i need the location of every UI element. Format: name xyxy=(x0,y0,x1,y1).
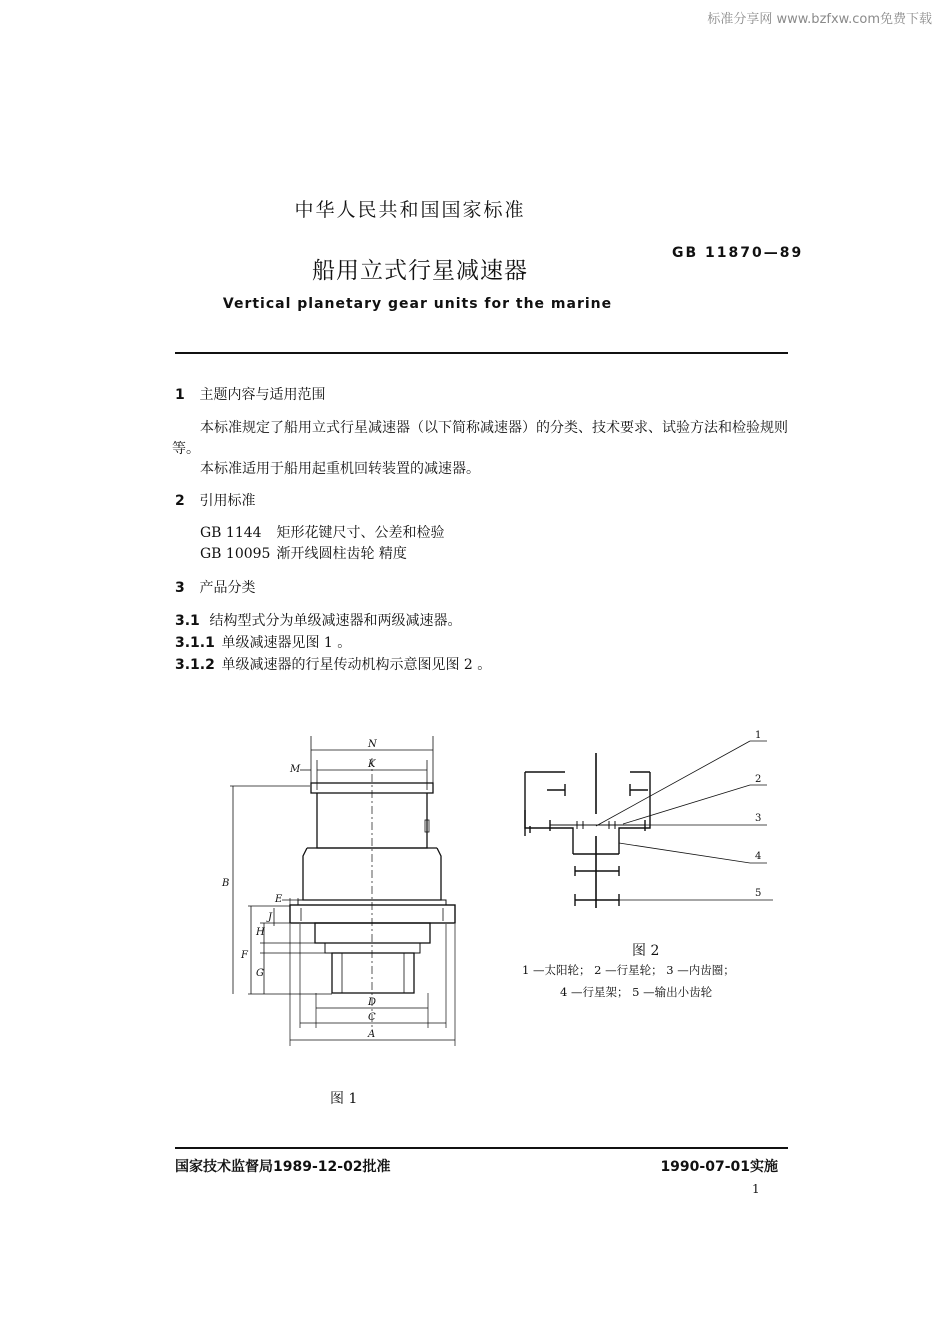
approval-info: 国家技术监督局1989-12-02批准 xyxy=(175,1159,391,1175)
dim-label-b: B xyxy=(222,878,230,889)
figure-2-caption: 图 2 xyxy=(632,943,660,959)
section-1-number: 1 xyxy=(175,387,185,403)
footer-divider xyxy=(175,1147,788,1149)
page-number: 1 xyxy=(752,1182,760,1196)
standard-number: GB 11870—89 xyxy=(672,245,804,261)
callout-3: 3 xyxy=(755,813,762,824)
effective-date: 1990-07-01实施 xyxy=(660,1159,778,1175)
reference-code: GB 10095 xyxy=(200,546,271,562)
header-divider xyxy=(175,352,788,354)
section-1-para-1: 本标准规定了船用立式行星减速器（以下简称减速器）的分类、技术要求、试验方法和检验规则 xyxy=(200,420,788,436)
section-2-heading xyxy=(175,490,255,510)
section-1-para-1-cont: 等。 xyxy=(172,441,200,457)
section-3-title: 产品分类 xyxy=(199,580,256,596)
dim-label-c: C xyxy=(368,1012,376,1023)
clause-3-1-2 xyxy=(175,654,491,674)
reference-item xyxy=(200,543,407,563)
clause-text: 单级减速器的行星传动机构示意图见图 2 。 xyxy=(221,657,492,673)
figure-2-legend-line-1: 1 —太阳轮； 2 —行星轮； 3 —内齿圈； xyxy=(522,963,735,977)
figure-2-legend-line-2: 4 —行星架； 5 —输出小齿轮 xyxy=(560,985,713,999)
figure-1-caption: 图 1 xyxy=(330,1091,358,1107)
dim-label-k: K xyxy=(368,759,376,770)
clause-number: 3.1.1 xyxy=(175,635,215,651)
clause-number: 3.1.2 xyxy=(175,657,215,673)
dim-label-d: D xyxy=(368,997,377,1008)
section-3-number: 3 xyxy=(175,580,185,596)
section-3-heading xyxy=(175,577,255,597)
callout-2: 2 xyxy=(755,774,762,785)
callout-4: 4 xyxy=(755,851,762,862)
standard-title-cn: 船用立式行星减速器 xyxy=(312,258,528,284)
standard-title-en: Vertical planetary gear units for the marine xyxy=(222,296,613,312)
reference-item xyxy=(200,522,444,542)
clause-number: 3.1 xyxy=(175,613,200,629)
callout-1: 1 xyxy=(755,730,762,741)
figure-2-schematic xyxy=(515,728,780,913)
reference-name: 渐开线圆柱齿轮 精度 xyxy=(276,546,407,562)
dim-label-a: A xyxy=(368,1029,376,1040)
dim-label-h: H xyxy=(256,927,265,938)
watermark: 标准分享网 www.bzfxw.com免费下载 xyxy=(707,12,932,27)
section-1-title: 主题内容与适用范围 xyxy=(199,387,326,403)
clause-text: 结构型式分为单级减速器和两级减速器。 xyxy=(209,613,462,629)
callout-5: 5 xyxy=(755,888,762,899)
reference-name: 矩形花键尺寸、公差和检验 xyxy=(276,525,445,541)
dim-label-j: J xyxy=(268,912,273,923)
section-2-title: 引用标准 xyxy=(199,493,256,509)
dim-label-n: N xyxy=(368,739,377,750)
dim-label-g: G xyxy=(256,968,264,979)
clause-text: 单级减速器见图 1 。 xyxy=(221,635,352,651)
clause-3-1-1 xyxy=(175,632,351,652)
reference-code: GB 1144 xyxy=(200,525,262,541)
section-1-heading xyxy=(175,384,325,404)
figure-1-drawing xyxy=(190,728,480,1058)
dim-label-f: F xyxy=(241,950,248,961)
dim-label-e: E xyxy=(275,894,283,905)
section-1-para-2: 本标准适用于船用起重机回转装置的减速器。 xyxy=(200,461,480,477)
national-standard-heading: 中华人民共和国国家标准 xyxy=(294,199,526,221)
dim-label-m: M xyxy=(290,764,301,775)
clause-3-1 xyxy=(175,610,461,630)
section-2-number: 2 xyxy=(175,493,185,509)
